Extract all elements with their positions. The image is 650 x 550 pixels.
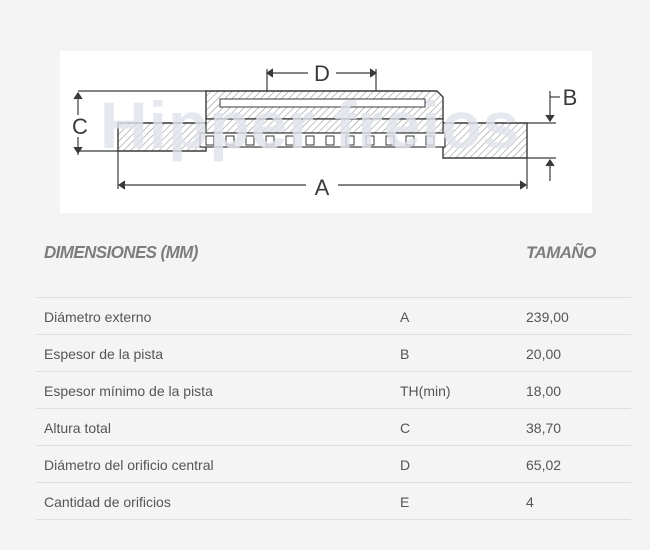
label-d: D xyxy=(314,61,330,86)
row-code: D xyxy=(400,457,411,473)
right-plate xyxy=(443,123,527,158)
header-size: TAMAÑO xyxy=(526,242,596,263)
row-code: E xyxy=(400,494,410,510)
label-c: C xyxy=(72,114,88,139)
table-row xyxy=(36,297,631,334)
row-code: C xyxy=(400,420,411,436)
row-label: Altura total xyxy=(44,420,111,436)
row-code: TH(min) xyxy=(400,383,451,399)
table-row xyxy=(36,371,631,408)
row-label: Diámetro externo xyxy=(44,309,152,325)
brake-disc-diagram xyxy=(60,51,592,213)
row-label: Diámetro del orificio central xyxy=(44,457,214,473)
row-value: 4 xyxy=(526,494,534,510)
label-a: A xyxy=(314,175,330,200)
row-label: Cantidad de orificios xyxy=(44,494,171,510)
dimensions-table xyxy=(36,297,631,520)
table-row xyxy=(36,334,631,371)
label-b: B xyxy=(562,85,578,110)
left-plate xyxy=(118,123,206,151)
row-value: 239,00 xyxy=(526,309,569,325)
table-row xyxy=(36,482,631,520)
disc-cross-section xyxy=(60,51,592,213)
table-row xyxy=(36,445,631,482)
center-bore xyxy=(220,99,425,107)
table-header xyxy=(44,243,620,265)
watermark-text: Hipper freios xyxy=(100,88,521,162)
dimension-b xyxy=(527,91,560,181)
header-dimensions: DIMENSIONES (MM) xyxy=(44,242,198,263)
row-value: 38,70 xyxy=(526,420,562,436)
row-code: A xyxy=(400,309,410,325)
row-value: 65,02 xyxy=(526,457,562,473)
middle-web xyxy=(206,119,443,133)
row-value: 18,00 xyxy=(526,383,562,399)
row-value: 20,00 xyxy=(526,346,562,362)
table-row xyxy=(36,408,631,445)
row-label: Espesor de la pista xyxy=(44,346,164,362)
row-code: B xyxy=(400,346,410,362)
row-label: Espesor mínimo de la pista xyxy=(44,383,213,399)
